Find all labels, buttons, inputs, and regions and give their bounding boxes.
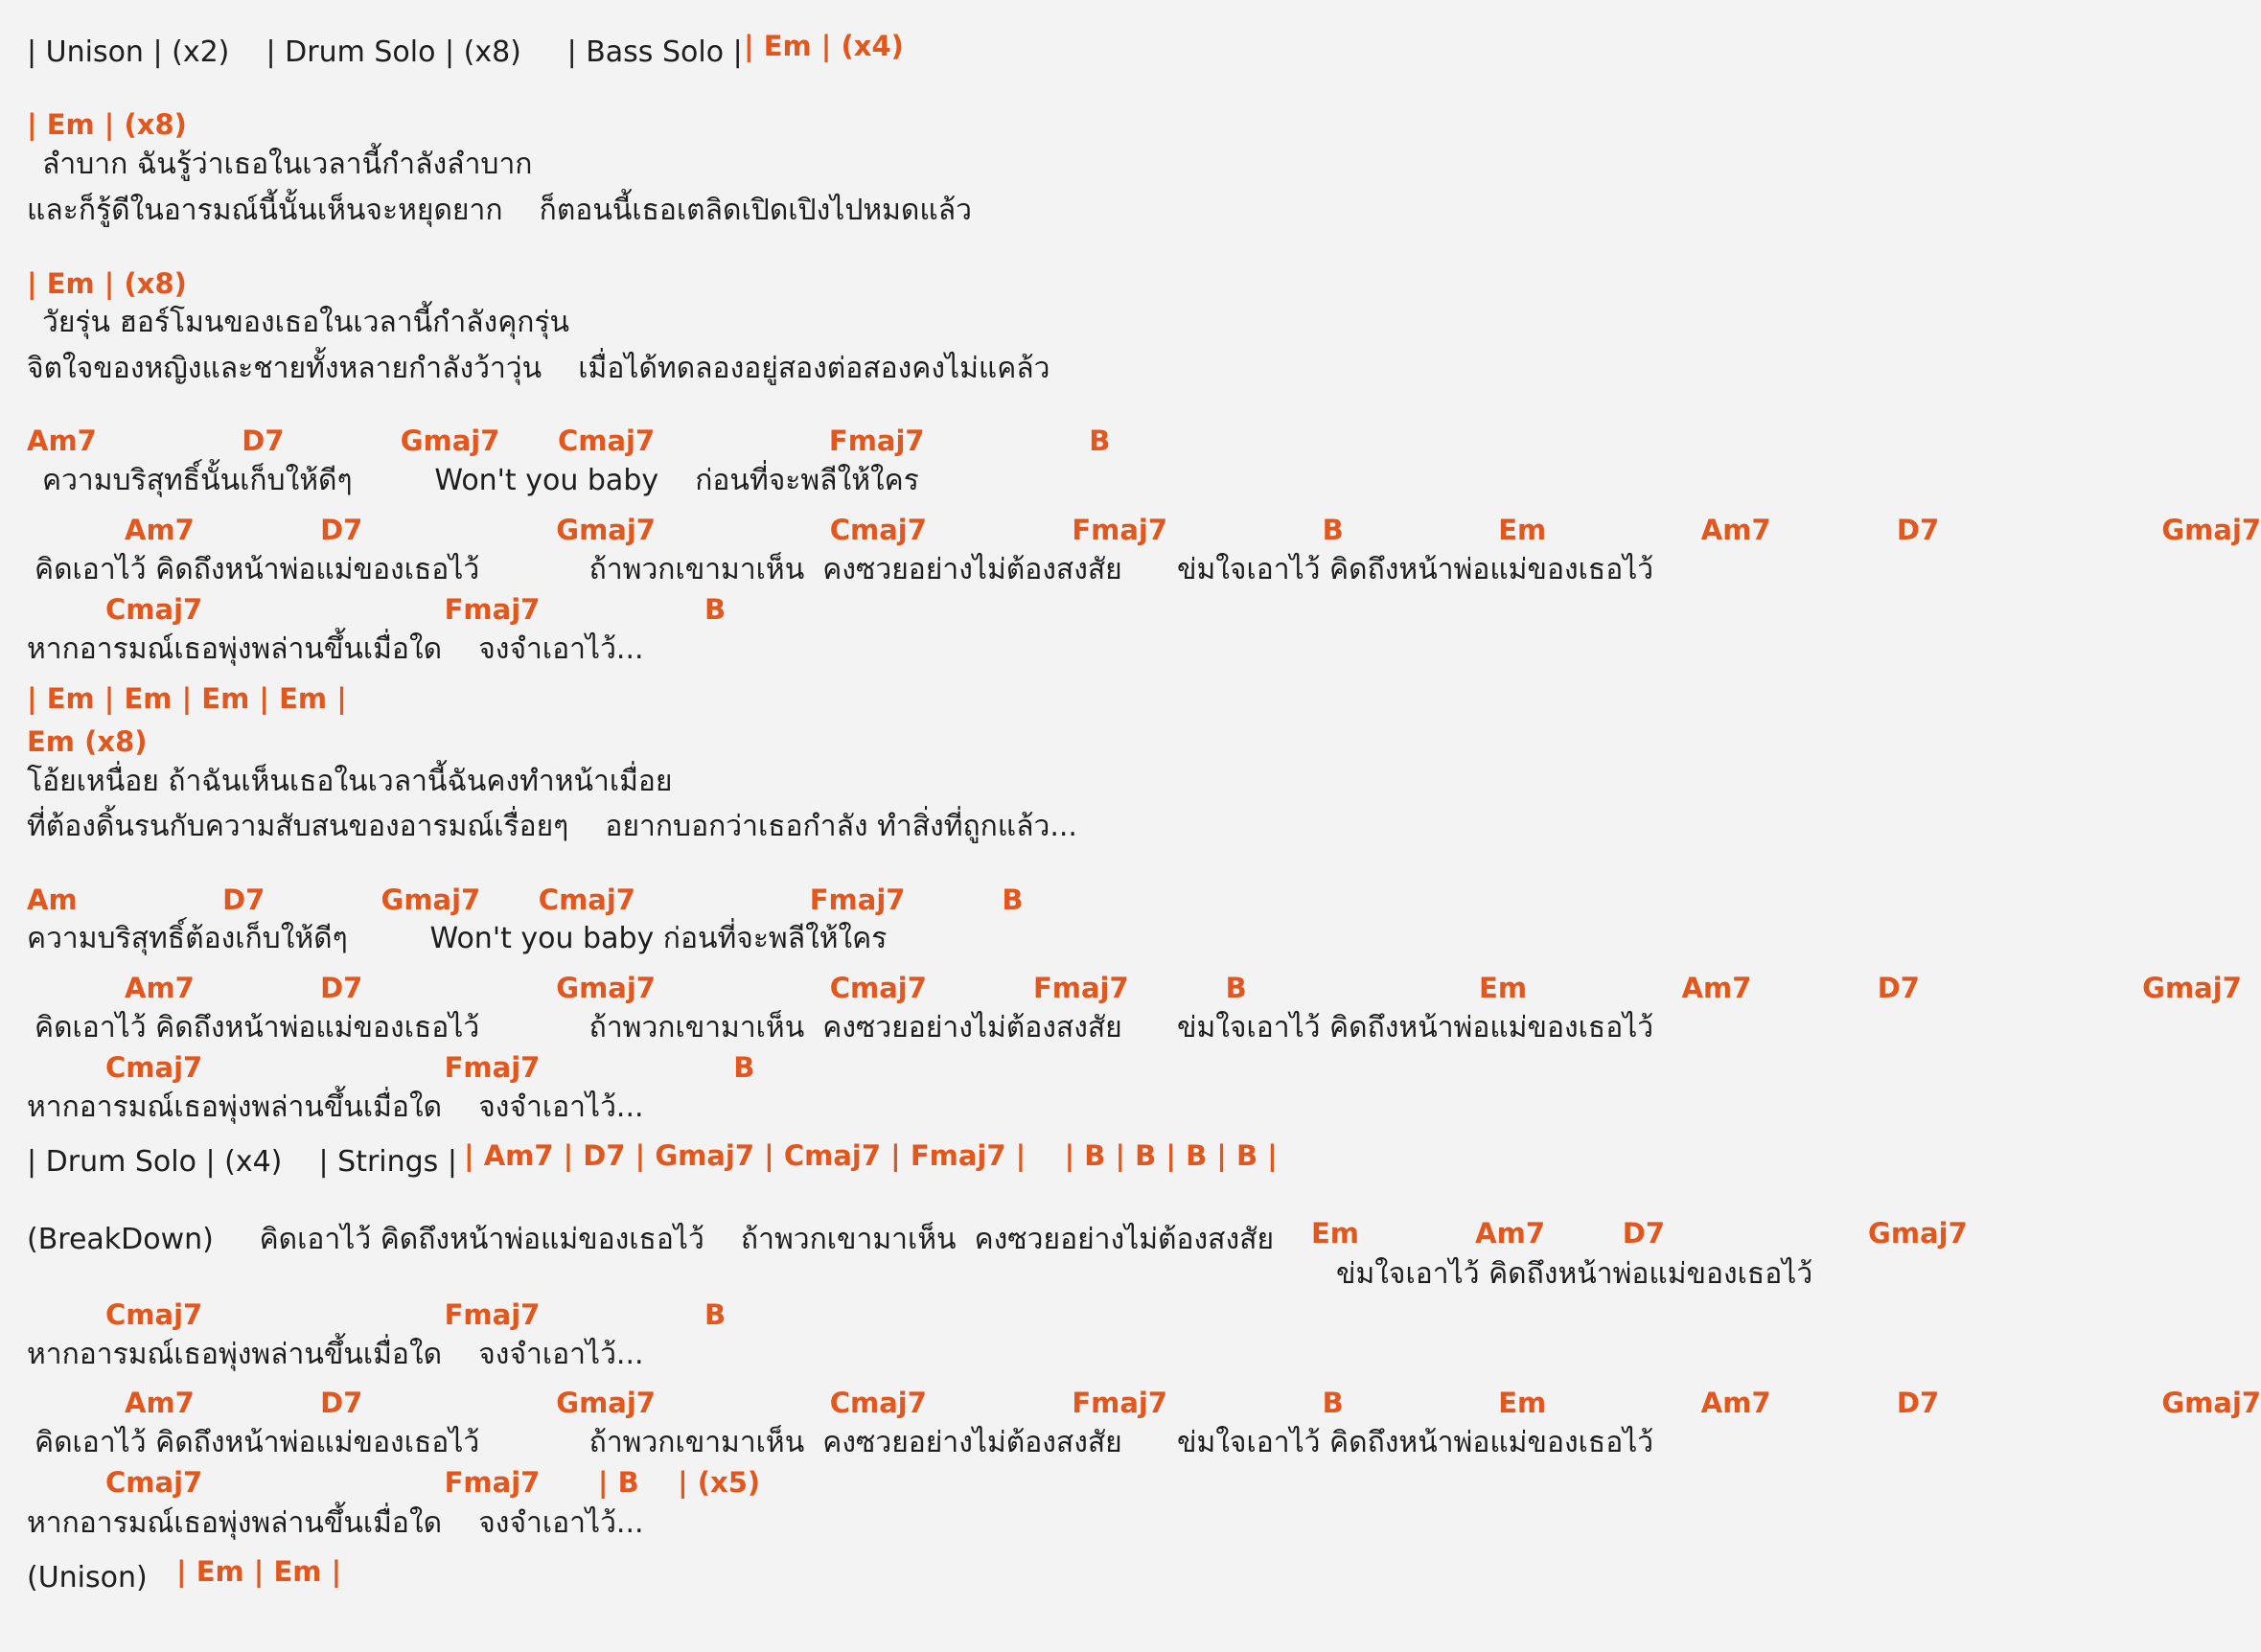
section-breakdown-line: (BreakDown) คิดเอาไว้ คิดถึงหน้าพ่อแม่ของเธอไว้ ถ้าพวกเขามาเห็น คงซวยอย่างไม่ต้องสงสัย: [27, 1223, 1275, 1256]
chord-line: Am7 D7 Gmaj7 Cmaj7 Fmaj7 B Em Am7 D7 Gmaj7: [125, 1387, 2261, 1419]
chord-line: Cmaj7 Fmaj7 | B | (x5): [105, 1466, 761, 1499]
chord-line: | Em | (x8): [27, 267, 187, 300]
lyric-line: โอ้ยเหนื่อย ถ้าฉันเห็นเธอในเวลานี้ฉันคงทำหน้าเมื่อย: [27, 765, 673, 798]
lyric-line: ลำบาก ฉันรู้ว่าเธอในเวลานี้กำลังลำบาก: [42, 148, 533, 181]
chord-line: | Em | (x8): [27, 108, 187, 141]
lyric-line: หากอารมณ์เธอพุ่งพล่านขึ้นเมื่อใด จงจำเอาไว้...: [27, 632, 644, 666]
section-intro-label: | Unison | (x2) | Drum Solo | (x8) | Bass Solo |: [27, 35, 743, 69]
chord-line: Em (x8): [27, 725, 148, 758]
chord-line: Am7 D7 Gmaj7 Cmaj7 Fmaj7 B: [27, 424, 1111, 457]
chord-line: | Em | Em |: [176, 1555, 342, 1588]
lyric-line: ความบริสุทธิ์ต้องเก็บให้ดีๆ Won't you baby ก่อนที่จะพลีให้ใคร: [27, 922, 888, 955]
lyric-line: วัยรุ่น ฮอร์โมนของเธอในเวลานี้กำลังคุกรุ่น: [42, 306, 570, 339]
lyric-line: หากอารมณ์เธอพุ่งพล่านขึ้นเมื่อใด จงจำเอาไว้...: [27, 1506, 644, 1540]
chord-line: Cmaj7 Fmaj7 B: [105, 1051, 755, 1084]
lyric-line: หากอารมณ์เธอพุ่งพล่านขึ้นเมื่อใด จงจำเอาไว้...: [27, 1338, 644, 1371]
lyric-line: คิดเอาไว้ คิดถึงหน้าพ่อแม่ของเธอไว้ ถ้าพวกเขามาเห็น คงซวยอย่างไม่ต้องสงสัย ข่มใจเอาไว้ คิดถึงหน้าพ่อแม่ของเธอไว้: [35, 1426, 1654, 1459]
chord-line: Cmaj7 Fmaj7 B: [105, 593, 727, 626]
section-interlude-label: | Drum Solo | (x4) | Strings |: [27, 1145, 457, 1179]
chord-line: | Em | (x4): [744, 30, 904, 62]
lyric-line: คิดเอาไว้ คิดถึงหน้าพ่อแม่ของเธอไว้ ถ้าพวกเขามาเห็น คงซวยอย่างไม่ต้องสงสัย ข่มใจเอาไว้ คิดถึงหน้าพ่อแม่ของเธอไว้: [35, 1011, 1654, 1044]
section-outro-label: (Unison): [27, 1561, 148, 1595]
lyric-line: คิดเอาไว้ คิดถึงหน้าพ่อแม่ของเธอไว้ ถ้าพวกเขามาเห็น คงซวยอย่างไม่ต้องสงสัย ข่มใจเอาไว้ คิดถึงหน้าพ่อแม่ของเธอไว้: [35, 553, 1654, 586]
lyric-line: หากอารมณ์เธอพุ่งพล่านขึ้นเมื่อใด จงจำเอาไว้...: [27, 1090, 644, 1124]
lyric-line: ความบริสุทธิ์นั้นเก็บให้ดีๆ Won't you baby ก่อนที่จะพลีให้ใคร: [42, 464, 919, 497]
chord-line: Am7 D7 Gmaj7 Cmaj7 Fmaj7 B Em Am7 D7 Gmaj7: [125, 972, 2242, 1004]
chord-line: Cmaj7 Fmaj7 B: [105, 1298, 727, 1331]
lyric-line: ข่มใจเอาไว้ คิดถึงหน้าพ่อแม่ของเธอไว้: [1336, 1257, 1813, 1291]
lyric-line: จิตใจของหญิงและชายทั้งหลายกำลังว้าวุ่น เมื่อได้ทดลองอยู่สองต่อสองคงไม่แคล้ว: [27, 352, 1050, 385]
chord-line: Am D7 Gmaj7 Cmaj7 Fmaj7 B: [27, 883, 1024, 916]
chord-line: Am7 D7 Gmaj7 Cmaj7 Fmaj7 B Em Am7 D7 Gmaj7: [125, 514, 2261, 546]
chord-line: | Em | Em | Em | Em |: [27, 682, 347, 715]
lyric-line: ที่ต้องดิ้นรนกับความสับสนของอารมณ์เรื่อยๆ อยากบอกว่าเธอกำลัง ทำสิ่งที่ถูกแล้ว...: [27, 810, 1077, 843]
chord-line: | Am7 | D7 | Gmaj7 | Cmaj7 | Fmaj7 | | B | B | B | B |: [464, 1139, 1278, 1172]
lyric-line: และก็รู้ดีในอารมณ์นี้นั้นเห็นจะหยุดยาก ก็ตอนนี้เธอเตลิดเปิดเปิงไปหมดแล้ว: [27, 194, 972, 227]
chord-line: Em Am7 D7 Gmaj7: [1311, 1217, 1968, 1250]
